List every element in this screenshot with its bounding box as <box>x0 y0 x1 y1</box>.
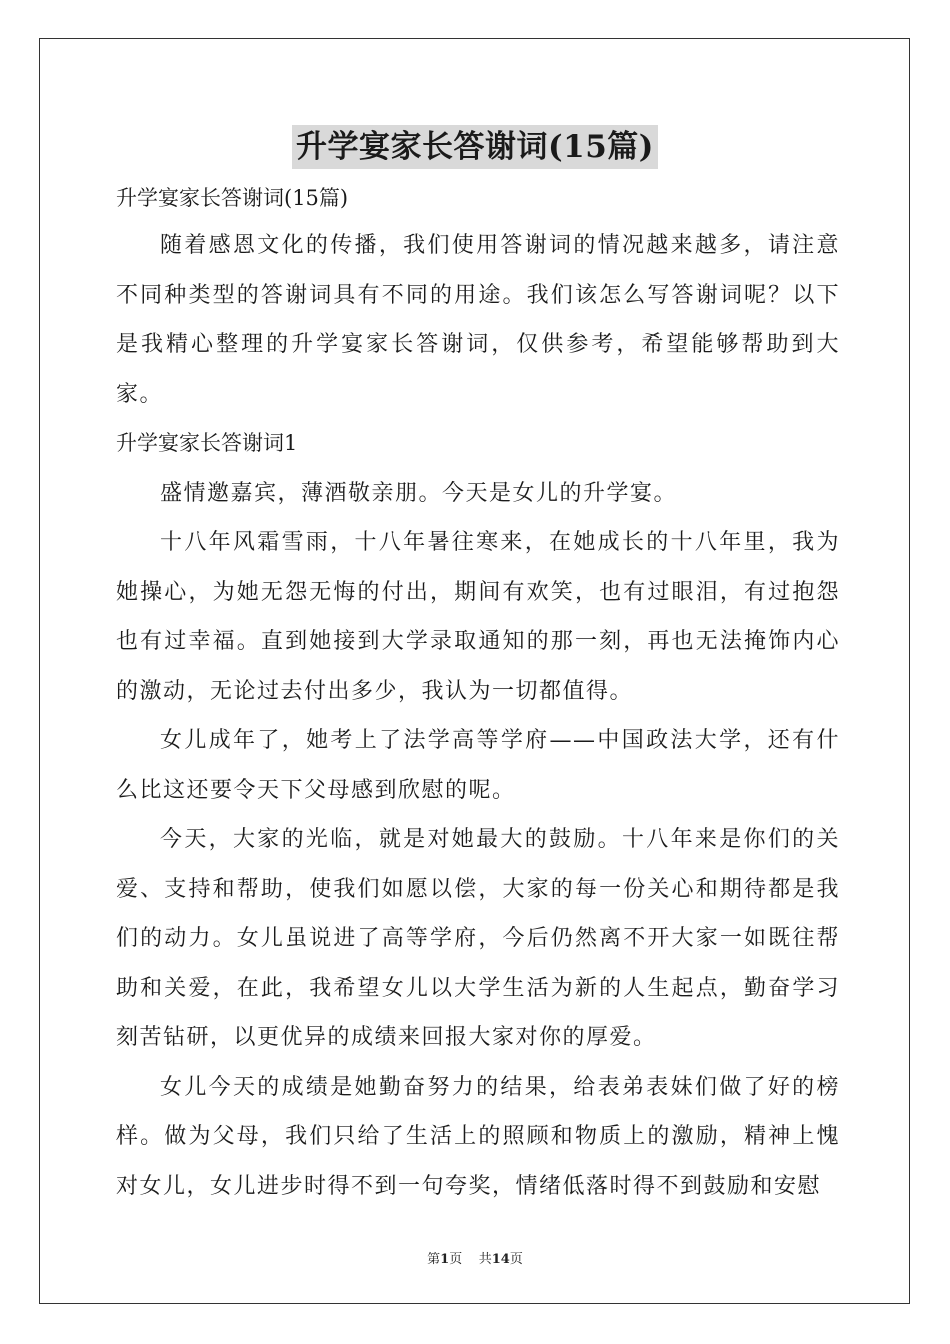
title-container <box>0 125 950 169</box>
total-prefix: 共 <box>478 1252 492 1267</box>
intro-paragraph: 随着感恩文化的传播，我们使用答谢词的情况越来越多，请注意不同种类型的答谢词具有不同的用途。我们该怎么写答谢词呢？以下是我精心整理的升学宴家长答谢词，仅供参考，希望能够帮助到大家。 <box>116 233 840 407</box>
body-paragraph: 十八年风霜雪雨，十八年暑往寒来，在她成长的十八年里，我为她操心，为她无怨无悔的付出，期间有欢笑，也有过眼泪，有过抱怨也有过幸福。直到她接到大学录取通知的那一刻，再也无法掩饰内心的激动，无论过去付出多少，我认为一切都值得。 <box>116 530 840 704</box>
page-suffix: 页 <box>449 1252 463 1267</box>
body-paragraph: 盛情邀嘉宾，薄酒敬亲朋。今天是女儿的升学宴。 <box>160 480 678 506</box>
document-subtitle: 升学宴家长答谢词(15篇) <box>116 186 349 210</box>
total-suffix: 页 <box>509 1252 523 1267</box>
section-heading: 升学宴家长答谢词1 <box>116 431 298 455</box>
page-number: 1 <box>440 1252 450 1267</box>
page-footer <box>0 1248 950 1267</box>
body-paragraph: 女儿成年了，她考上了法学高等学府——中国政法大学，还有什么比这还要令天下父母感到欣慰的呢。 <box>116 728 840 803</box>
body-paragraph: 今天，大家的光临，就是对她最大的鼓励。十八年来是你们的关爱、支持和帮助，使我们如愿以偿，大家的每一份关心和期待都是我们的动力。女儿虽说进了高等学府，今后仍然离不开大家一如既往帮助和关爱，在此，我希望女儿以大学生活为新的人生起点，勤奋学习刻苦钻研，以更优异的成绩来回报大家对你的厚爱。 <box>116 827 840 1050</box>
page-prefix: 第 <box>427 1252 441 1267</box>
document-body <box>116 178 840 1211</box>
body-paragraph: 女儿今天的成绩是她勤奋努力的结果，给表弟表妹们做了好的榜样。做为父母，我们只给了生活上的照顾和物质上的激励，精神上愧对女儿，女儿进步时得不到一句夸奖，情绪低落时得不到鼓励和安慰 <box>116 1074 840 1199</box>
total-pages: 14 <box>491 1252 510 1267</box>
document-title: 升学宴家长答谢词(15篇) <box>292 125 658 169</box>
